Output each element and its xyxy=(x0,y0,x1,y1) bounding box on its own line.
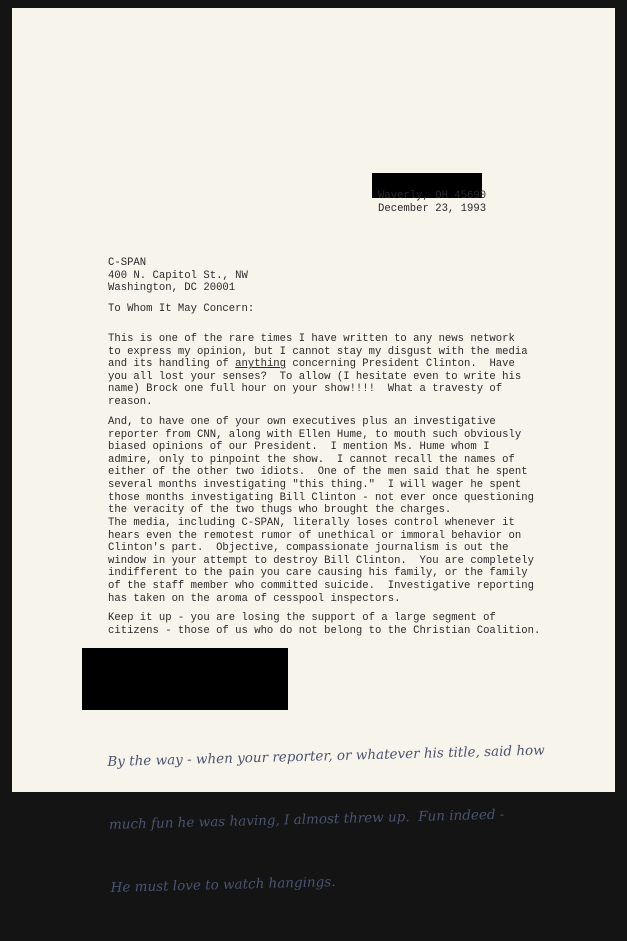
letter-heading xyxy=(378,190,486,215)
paragraph-4: Keep it up - you are losing the support of a large segment of citizens - those of us who do not belong to the Christian Coalition. xyxy=(108,612,541,637)
handwritten-note xyxy=(106,699,549,941)
recipient-address xyxy=(108,257,248,295)
redacted-signature-block xyxy=(82,648,288,710)
paragraph-1-text-a: This is one of the rare times I have written to any news network to express my opinion, but I cannot stay my disgust with the media and its handling of xyxy=(108,333,528,371)
letter-page xyxy=(12,8,615,896)
paragraph-3: The media, including C-SPAN, literally loses control whenever it hears even the remotest rumor of unethical or immoral behavior on Clinton's part. Objective, compassionate journalism is out the window in your attempt to destroy Bill Clinton. You are completely indifferent to the pain you care causing his family, or the family of the staff member who committed suicide. Investigative reporting has taken on the aroma of cesspool inspectors. xyxy=(108,517,534,605)
underlined-word: anything xyxy=(235,358,287,371)
recipient-street: 400 N. Capitol St., NW xyxy=(108,269,248,282)
paragraph-1 xyxy=(108,333,528,409)
handwritten-line-1: By the way - when your reporter, or whatever his title, said how xyxy=(107,742,545,770)
recipient-name: C-SPAN xyxy=(108,257,147,269)
paragraph-2: And, to have one of your own executives plus an investigative reporter from CNN, along with Ellen Hume, to mouth such obviously biased opinions of our President. I mention Ms. Hume whom I admire, only to pinpoint the show. I cannot recall the names of either of the other two idiots. One of the men said that he spent several months investigating "this thing." I will wager he spent those months investigating Bill Clinton - not ever once questioning the veracity of the two thugs who brought the charges. xyxy=(108,416,534,517)
handwritten-line-2: much fun he was having, I almost threw up. Fun indeed - xyxy=(108,806,505,833)
recipient-city: Washington, DC 20001 xyxy=(108,282,236,295)
salutation: To Whom It May Concern: xyxy=(108,303,255,315)
sender-city: Waverly, OH 45690 xyxy=(378,190,487,202)
handwritten-line-3: He must love to watch hangings. xyxy=(110,874,336,896)
paragraph-1-text-b: concerning President Clinton. Have you all lost your senses? To allow (I hesitate even to write his name) Brock one full hour on your show!!!! What a travesty of reason. xyxy=(108,358,522,408)
letter-date: December 23, 1993 xyxy=(378,202,487,215)
